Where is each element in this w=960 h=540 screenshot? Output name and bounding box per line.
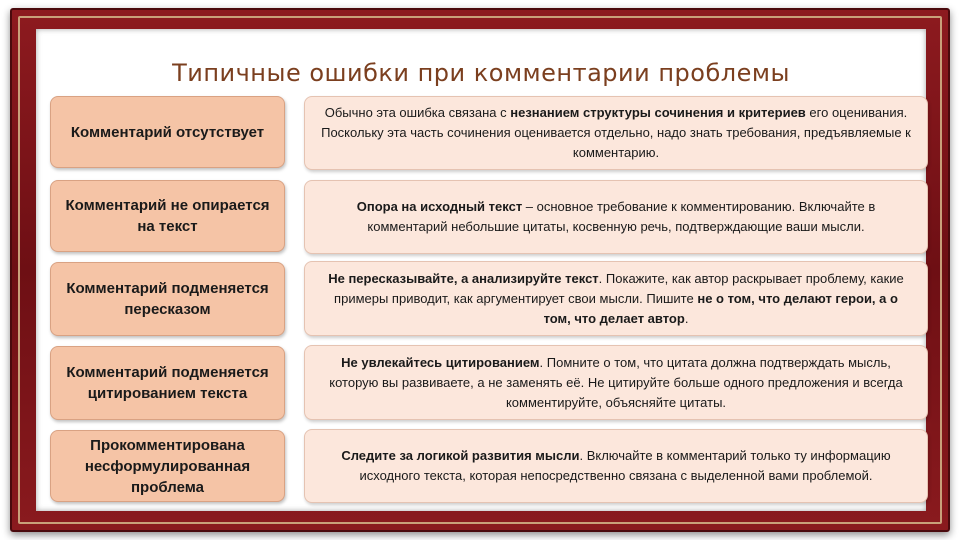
explanation-normal: . bbox=[684, 310, 689, 326]
error-explanation-1 bbox=[304, 96, 928, 170]
explanation-text bbox=[319, 103, 913, 163]
error-label-text: Комментарий подменяется пересказом bbox=[66, 280, 269, 318]
slide-frame bbox=[10, 8, 950, 532]
error-explanation-3 bbox=[304, 261, 928, 336]
error-label-2 bbox=[50, 180, 285, 252]
error-label-text: Комментарий отсутствует bbox=[70, 123, 265, 141]
explanation-bold: Не увлекайтесь цитированием bbox=[341, 354, 540, 370]
error-label-text: Прокомментирована несформулированная проблема bbox=[84, 436, 251, 496]
error-label-text: Комментарий не опирается на текст bbox=[65, 197, 270, 235]
error-label-5 bbox=[50, 430, 285, 502]
explanation-text bbox=[319, 197, 913, 237]
error-label-4 bbox=[50, 346, 285, 420]
explanation-bold: Не пересказывайте, а анализируйте текст bbox=[328, 270, 599, 286]
slide-title: Типичные ошибки при комментарии проблемы bbox=[172, 59, 790, 87]
explanation-normal: Обычно эта ошибка связана с bbox=[324, 105, 511, 120]
explanation-normal: . Помните о том, что цитата должна подтверждать мысль, которую вы развиваете, а не заменять её. Не цитируйте больше одного предложения и всегда комментируйте, объясняйте цитаты. bbox=[329, 354, 903, 410]
slide-canvas bbox=[36, 29, 926, 511]
error-explanation-4 bbox=[304, 345, 928, 420]
error-label-1 bbox=[50, 96, 285, 168]
explanation-normal: . Включайте в комментарий только ту информацию исходного текста, которая непосредственно связана с выделенной вами проблемой. bbox=[359, 448, 891, 483]
explanation-normal: его оценивания. Поскольку эта часть сочинения оценивается отдельно, надо знать требования, предъявляемые к комментарию. bbox=[321, 105, 911, 160]
explanation-normal: – основное требование к комментированию. Включайте в комментарий небольшие цитаты, косвенную речь, подтверждающие ваши мысли. bbox=[367, 199, 876, 234]
error-explanation-2 bbox=[304, 180, 928, 254]
explanation-bold: незнанием структуры сочинения и критериев bbox=[510, 105, 806, 120]
explanation-text bbox=[319, 446, 913, 486]
explanation-bold: Следите за логикой развития мысли bbox=[341, 448, 580, 463]
explanation-bold: не о том, что делают герои, а о том, что делает автор bbox=[543, 290, 898, 326]
error-label-3 bbox=[50, 262, 285, 336]
explanation-text bbox=[319, 353, 913, 413]
explanation-text bbox=[319, 269, 913, 329]
explanation-bold: Опора на исходный текст bbox=[356, 199, 523, 214]
error-label-text: Комментарий подменяется цитированием текста bbox=[66, 364, 269, 402]
error-explanation-5 bbox=[304, 429, 928, 503]
explanation-normal: . Покажите, как автор раскрывает проблему, какие примеры приводит, как аргументирует свои мысли. Пишите bbox=[334, 270, 904, 306]
